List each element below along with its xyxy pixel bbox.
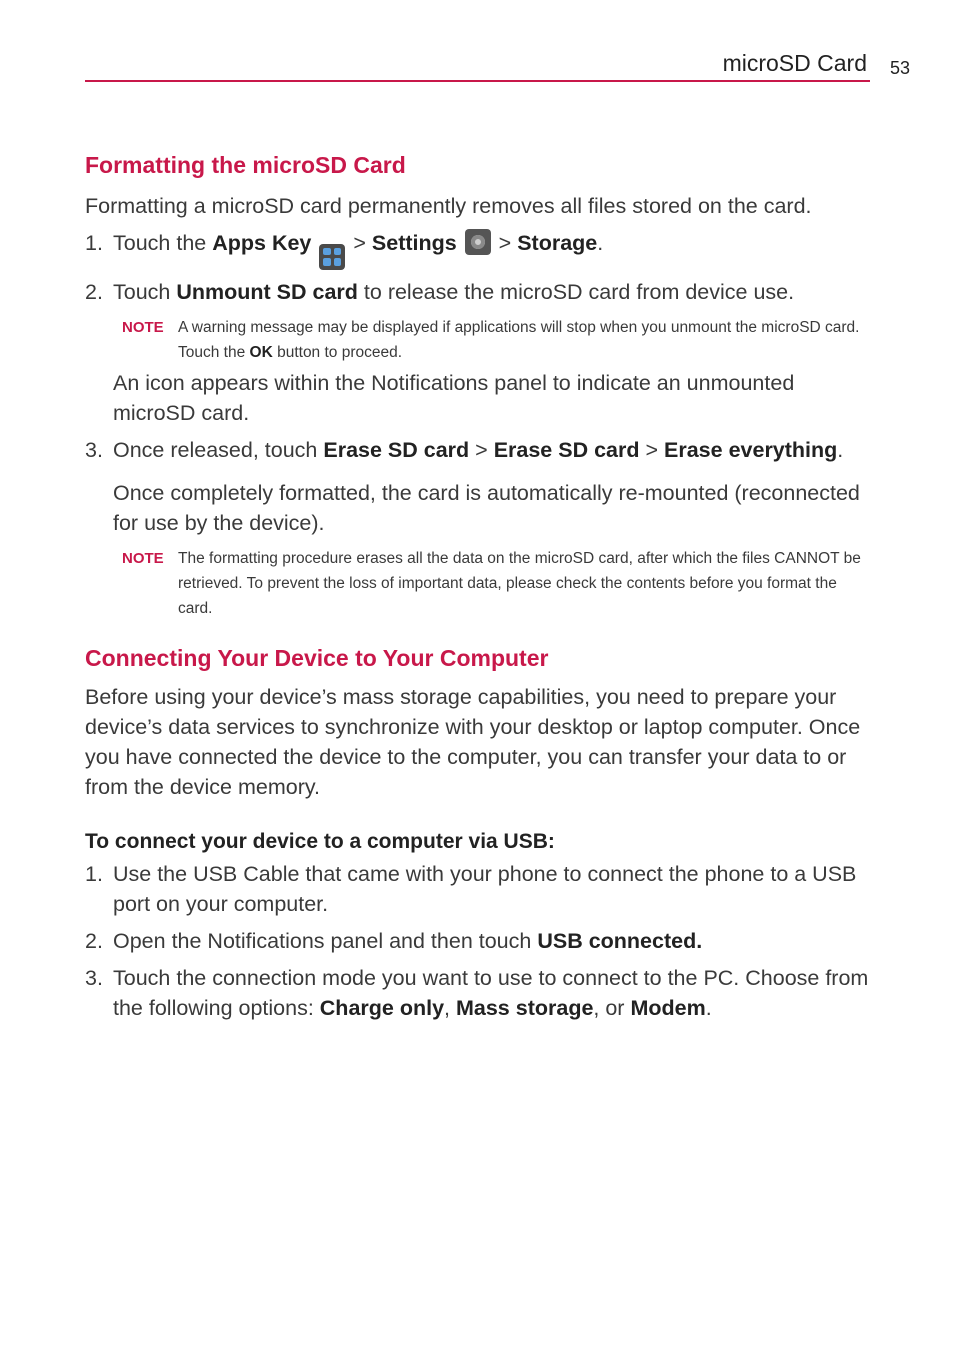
erase-sd-card-label: Erase SD card [323, 437, 470, 462]
erase-sd-card-confirm-label: Erase SD card [493, 437, 640, 462]
punctuation: . [597, 231, 604, 255]
step-text: Use the USB Cable that came with your phone to connect the phone to a USB port on your computer. [113, 861, 857, 916]
list-item [85, 435, 875, 465]
separator: , or [593, 995, 631, 1020]
page-content [85, 148, 875, 1023]
formatting-intro: Formatting a microSD card permanently removes all files stored on the card. [85, 194, 812, 218]
note-tag: NOTE [122, 549, 164, 567]
separator: > [347, 231, 372, 255]
step-text: Touch the connection mode you want to use to connect to the PC. Choose from the following options: [113, 965, 869, 1020]
step-text: Touch [113, 279, 177, 304]
step-text: Open the Notifications panel and then touch [113, 928, 538, 953]
header-rule [85, 80, 870, 82]
list-item [85, 926, 875, 956]
list-item [85, 277, 875, 307]
erase-everything-label: Erase everything [664, 437, 838, 462]
charge-only-label: Charge only [319, 995, 445, 1020]
running-header-title: microSD Card [722, 50, 867, 76]
note-tag: NOTE [122, 318, 164, 336]
section-heading-connecting: Connecting Your Device to Your Computer [85, 644, 549, 671]
step-number: 2. [85, 279, 103, 304]
step-number: 1. [85, 231, 103, 255]
separator: > [492, 231, 518, 255]
settings-label: Settings [371, 231, 457, 255]
formatting-steps-continued [85, 435, 875, 465]
step-text: Touch the [113, 231, 213, 255]
storage-label: Storage [517, 231, 598, 255]
list-item [85, 859, 875, 919]
apps-key-label: Apps Key [212, 231, 312, 255]
punctuation: . [837, 437, 844, 462]
formatting-steps [85, 228, 875, 307]
punctuation: . [705, 995, 712, 1020]
step-number: 1. [85, 861, 103, 886]
step-number: 3. [85, 437, 103, 462]
list-item [85, 228, 875, 270]
separator: , [444, 995, 456, 1020]
usb-connected-label: USB connected. [537, 928, 703, 953]
mass-storage-label: Mass storage [455, 995, 594, 1020]
remount-info: Once completely formatted, the card is automatically re-mounted (reconnected for use by the device). [113, 480, 860, 535]
unmount-info: An icon appears within the Notifications panel to indicate an unmounted microSD card. [113, 370, 795, 425]
apps-key-icon [319, 244, 345, 270]
ok-label: OK [249, 343, 273, 361]
note-unmount [85, 315, 875, 365]
step-number: 2. [85, 928, 103, 953]
note-text: The formatting procedure erases all the data on the microSD card, after which the files CANNOT be retrieved. To prevent the loss of important data, please check the contents before you format the card. [178, 549, 861, 617]
section-heading-formatting: Formatting the microSD Card [85, 152, 406, 178]
separator: > [469, 437, 494, 462]
unmount-label: Unmount SD card [176, 279, 358, 304]
usb-steps [85, 859, 875, 1023]
settings-icon [465, 229, 491, 255]
modem-label: Modem [630, 995, 706, 1020]
step-text: to release the microSD card from device use. [357, 279, 795, 304]
connecting-intro: Before using your device’s mass storage capabilities, you need to prepare your device’s data services to synchronize with your desktop or laptop computer. Once you have connected the device to the computer, you can transfer your data to or from the device memory. [85, 684, 861, 799]
note-formatting [85, 546, 875, 621]
usb-subheading: To connect your device to a computer via USB: [85, 829, 555, 853]
list-item [85, 963, 875, 1023]
step-text: Once released, touch [113, 437, 324, 462]
note-text: A warning message may be displayed if applications will stop when you unmount the microSD card. Touch the [178, 318, 860, 361]
separator: > [639, 437, 665, 462]
step-number: 3. [85, 965, 103, 990]
page-number: 53 [890, 58, 911, 78]
note-text: button to proceed. [272, 343, 403, 361]
